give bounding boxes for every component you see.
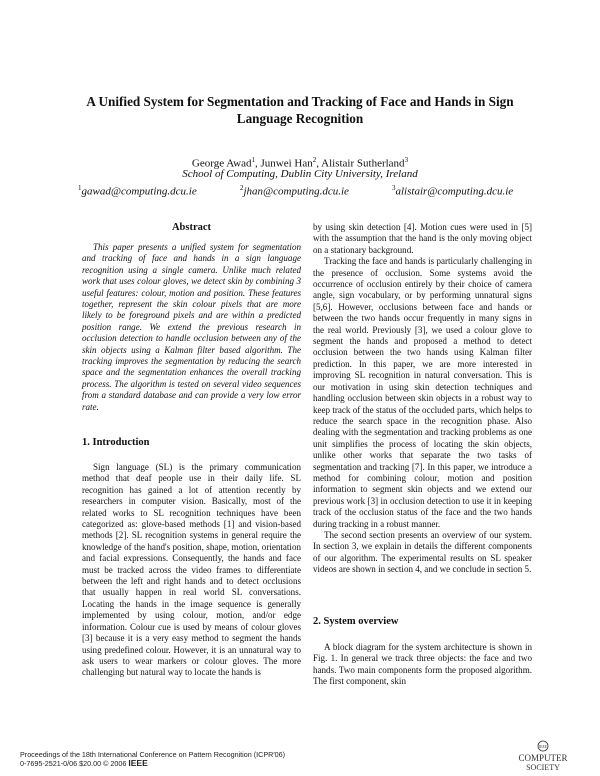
outline-paragraph: The second section presents an overview of our system. In section 3, we explain in details the different components of our algorithm. The experimental results on SL speaker videos are shown in section 4, and we conclude in section 5. — [313, 529, 532, 575]
author-name: George Awad — [191, 157, 252, 170]
occlusion-paragraph: Tracking the face and hands is particularly challenging in the presence of occlusion. Some systems avoid the occurrence of occlusion entirely by their choice of camera angle, sign vocabulary, or by performing unnatural signs [5,6]. However, occlusions between face and hands or between the two hands occur frequently in many signs in the real world. Previously [3], we used a colour glove to segment the hands and proposed a method to detect occlusion between the two hands using Kalman filter prediction. In this paper, we are more interested in improving SL recognition in natural conversation. This is our motivation in using skin detection techniques and handling occlusion between skin objects in a robust way to keep track of the status of the occluded parts, which helps to reduce the search space in the recognition phase. Also dealing with the segmentation and tracking problems as one unit simplifies the process of locating the skin objects, unlike other works that separate the two tasks of segmentation and tracking [7]. In this paper, we introduce a method for combining colour, motion and position information to segment skin objects and we extend our previous work [3] in occlusion detection to use it in keeping track of the occlusion status of the face and the two hands during tracking in a robust manner. — [313, 256, 532, 529]
author-sup: 3 — [404, 156, 409, 164]
right-column-body — [313, 222, 532, 576]
paper-title: A Unified System for Segmentation and Tracking of Face and Hands in Sign Language Recognition — [86, 94, 514, 126]
email-sup: 3 — [392, 184, 396, 192]
author-sup: 2 — [312, 156, 317, 164]
logo-top-text: IEEE — [539, 745, 547, 749]
computer-society-logo — [508, 740, 578, 772]
intro-paragraph: Sign language (SL) is the primary communication method that deaf people use in their daily life. SL recognition has gained a lot of attention recently by researchers in computer vision. Basically, most of the related works to SL recognition techniques have been categorized as: glove-based methods [1] and vision-based methods [2]. SL recognition systems in general require the knowledge of the hand's position, shape, motion, orientation and facial expressions. Consequently, the hands and face must be tracked across the video frames to differentiate between the left and right hands and to detect occlusions that usually happen in real world SL conversations. Locating the hands in the image sequence is generally implemented by using colour, motion, and/or edge information. Colour cue is used by means of colour gloves [3] because it is a very easy method to segment the hands using predefined colour. However, it is an unnatural way to ask users to wear markers or colour gloves. The more challenging but natural way to locate the hands is — [82, 462, 301, 678]
abstract-heading: Abstract — [171, 222, 212, 233]
overview-heading: 2. System overview — [313, 616, 399, 627]
author-list: George Awad$^1$, Junwei Han$^2$, Alistair Sutherland$^3$ — [191, 156, 409, 170]
footer — [20, 750, 285, 768]
email-1 — [78, 181, 197, 199]
footer-proceedings: Proceedings of the 18th International Conference on Pattern Recognition (ICPR'06) — [20, 750, 286, 759]
intro-heading: 1. Introduction — [82, 437, 150, 448]
author-name: Alistair Sutherland — [321, 157, 405, 170]
footer-ieee: IEEE — [128, 758, 148, 768]
author-name: Junwei Han — [260, 157, 313, 170]
logo-text-society: SOCIETY — [526, 763, 560, 772]
email-address: gawad@computing.dcu.ie — [81, 185, 197, 198]
logo-text-computer: COMPUTER — [518, 753, 568, 763]
footer-isbn: 0-7695-2521-0/06 $20.00 © 2006 — [20, 759, 129, 768]
affiliation: School of Computing, Dublin City University, Ireland — [182, 168, 418, 180]
overview-paragraph: A block diagram for the system architecture is shown in Fig. 1. In general we track three objects: the face and two hands. Two main components form the proposed algorithm. The first component, skin — [313, 642, 532, 687]
email-address: alistair@computing.dcu.ie — [395, 185, 514, 198]
email-sup: 2 — [240, 184, 244, 192]
abstract-body — [82, 242, 301, 413]
email-2 — [240, 181, 349, 199]
continued-paragraph: by using skin detection [4]. Motion cues were used in [5] with the assumption that the hand is the only moving object on a stationary background. — [313, 222, 532, 255]
footer-isbn-line — [20, 759, 285, 768]
intro-body — [82, 462, 301, 679]
author-sup: 1 — [251, 156, 255, 164]
email-3 — [392, 181, 513, 199]
overview-body — [313, 642, 532, 688]
email-sup: 1 — [78, 184, 82, 192]
email-address: jhan@computing.dcu.ie — [243, 185, 349, 198]
abstract-text: This paper presents a unified system for segmentation and tracking of face and hands in a sign language recognition using a single camera. Unlike much related work that uses colour gloves, we detect skin by combining 3 useful features: colour, motion and position. These features together, represent the skin colour pixels that are more likely to be foreground pixels and are within a predicted position range. We extend the previous research in occlusion detection to handle occlusion between any of the skin objects using a Kalman filter based algorithm. The tracking improves the segmentation by reducing the search space and the segmentation enhances the overall tracking process. The algorithm is tested on several video sequences from a standard database and can provide a very low error rate. — [82, 242, 301, 412]
